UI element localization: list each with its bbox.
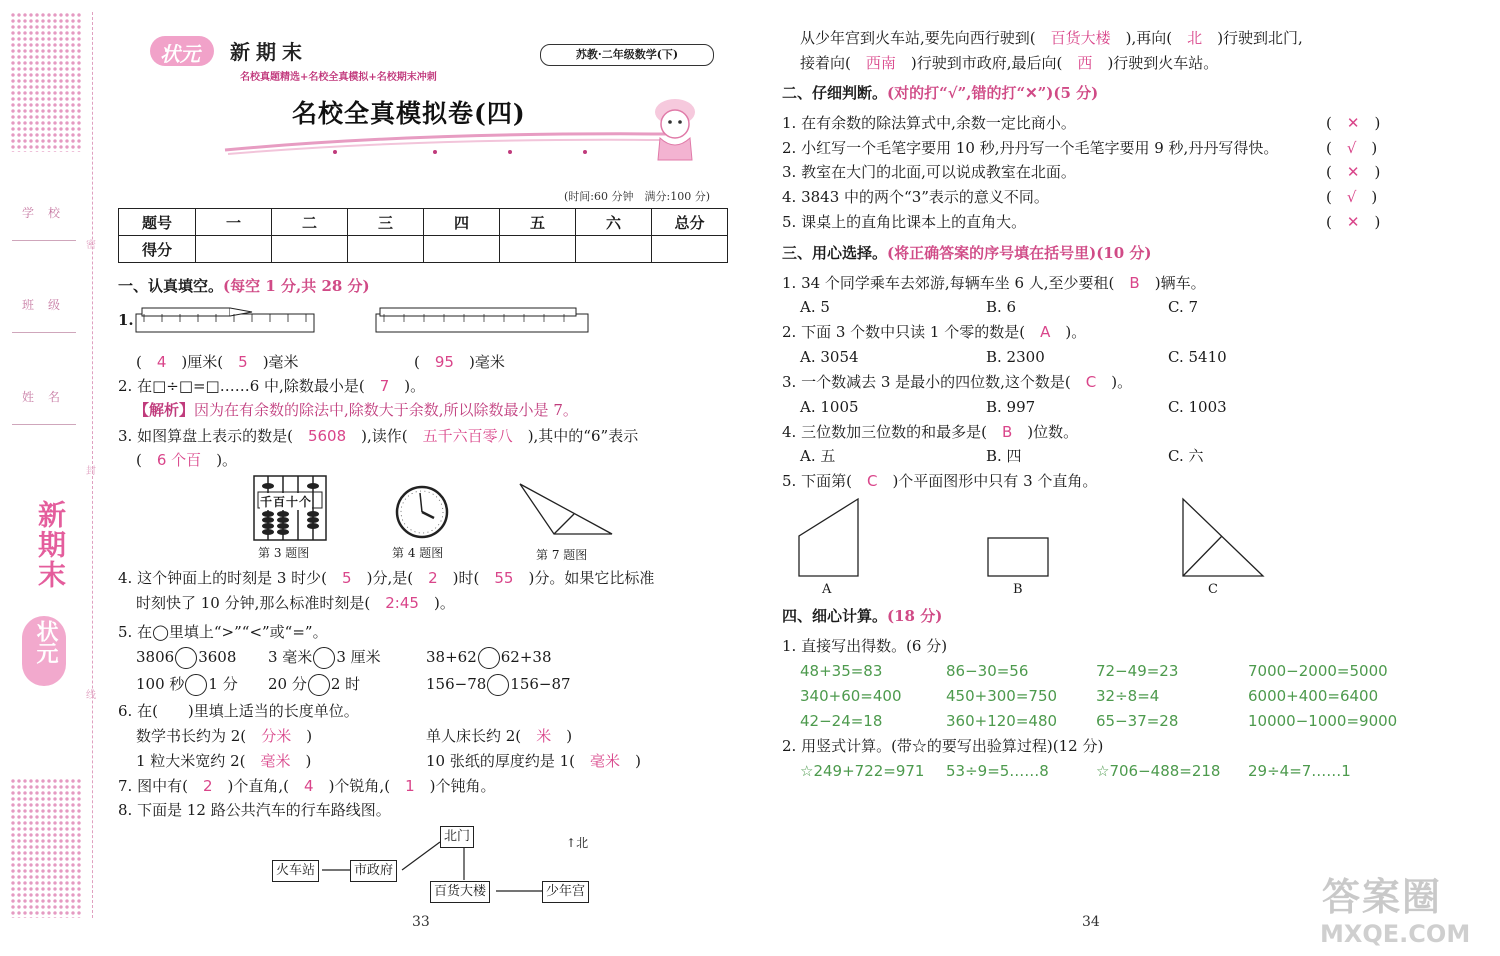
- answer: 5: [238, 353, 248, 371]
- text: 1 粒大米宽约 2(: [136, 752, 246, 770]
- score-table: [118, 208, 728, 263]
- class-field[interactable]: [12, 292, 76, 333]
- map-node-shaoniangong: 少年宫: [542, 881, 589, 903]
- brand-title: 新期末: [230, 40, 308, 64]
- class-label: 班级: [22, 298, 75, 312]
- text: )。: [433, 594, 455, 612]
- compare-left: 3806: [136, 648, 175, 666]
- text: )辆车。: [1154, 274, 1206, 292]
- score-input[interactable]: [652, 236, 728, 263]
- page-number-right: 34: [1082, 914, 1100, 930]
- name-label: 姓名: [22, 390, 75, 404]
- calc-item: 65−37=28: [1096, 712, 1179, 730]
- choice-option[interactable]: B. 2300: [986, 348, 1045, 366]
- compare-right: 3608: [198, 648, 237, 666]
- score-input[interactable]: [576, 236, 652, 263]
- answer: 2: [202, 777, 213, 795]
- compare-right: 1 分: [208, 675, 238, 693]
- north-label: 北: [576, 836, 589, 850]
- score-input[interactable]: [348, 236, 424, 263]
- calc-item: 48+35=83: [800, 662, 883, 680]
- text: )位数。: [1027, 423, 1079, 441]
- calc-item: 72−49=23: [1096, 662, 1179, 680]
- text: )时(: [452, 569, 480, 587]
- section3-heading: [782, 243, 1152, 263]
- answer: √: [1346, 139, 1357, 157]
- answer: 分米: [261, 727, 292, 745]
- time-note: (时间:60 分钟 满分:100 分): [564, 190, 710, 203]
- choice-option[interactable]: C. 5410: [1168, 348, 1227, 366]
- judge-answer[interactable]: ( √ ): [1326, 188, 1378, 206]
- choice-option[interactable]: B. 6: [986, 298, 1017, 316]
- text: )个平面图形中只有 3 个直角。: [892, 472, 1098, 490]
- section2-title: 二、仔细判断。: [782, 84, 888, 102]
- compare-right: 3 厘米: [336, 648, 381, 666]
- margin-dots-bottom: [10, 778, 82, 918]
- answer: ✕: [1346, 163, 1360, 181]
- side-logo-text: 状元: [33, 620, 59, 664]
- judge-question: 4. 3843 中的两个“3”表示的意义不同。: [782, 188, 1049, 206]
- answer: 6 个百: [156, 451, 202, 469]
- q6: 6. 在( )里填上适当的长度单位。: [118, 702, 359, 720]
- answer: 米: [536, 727, 552, 745]
- compare-item: [136, 674, 238, 696]
- answer: 1: [405, 777, 415, 795]
- q4: [118, 568, 654, 588]
- answer: 5: [342, 569, 352, 587]
- choice-option[interactable]: A. 5: [800, 298, 830, 316]
- score-cell: 二: [272, 209, 348, 236]
- judge-answer[interactable]: ( ✕ ): [1326, 163, 1381, 181]
- text: 时刻快了 10 分钟,那么标准时刻是(: [136, 594, 371, 612]
- calc-q1: 1. 直接写出得数。(6 分): [782, 637, 948, 655]
- score-cell: 三: [348, 209, 424, 236]
- q5: 5. 在◯里填上“>”“<”或“=”。: [118, 623, 328, 641]
- score-input[interactable]: [500, 236, 576, 263]
- name-field[interactable]: [12, 384, 76, 425]
- answer: 百货大楼: [1050, 29, 1111, 47]
- answer: 4: [304, 777, 314, 795]
- margin-dots-top: [10, 12, 82, 152]
- section1-heading: [118, 276, 370, 296]
- judge-question: 3. 教室在大门的北面,可以说成教室在北面。: [782, 163, 1076, 181]
- map-node-beimen: 北门: [440, 826, 474, 848]
- text: )分,是(: [366, 569, 414, 587]
- text: ),其中的“6”表示: [527, 427, 639, 445]
- q3-cont: ( 6 个百 )。: [136, 451, 238, 469]
- text: 1. 34 个同学乘车去郊游,每辆车坐 6 人,至少要租(: [782, 274, 1115, 292]
- text: 2. 下面 3 个数中只读 1 个零的数是(: [782, 323, 1026, 341]
- q8-cont-2: [800, 53, 1218, 73]
- fig7-caption: 第 7 题图: [536, 548, 588, 562]
- text: 10 张纸的厚度约是 1(: [426, 752, 576, 770]
- side-brand: 新期末: [34, 500, 67, 590]
- text: 单人床长约 2(: [426, 727, 522, 745]
- q8: 8. 下面是 12 路公共汽车的行车路线图。: [118, 801, 391, 819]
- compare-left: 3 毫米: [268, 648, 313, 666]
- score-input[interactable]: [424, 236, 500, 263]
- section3-note: (将正确答案的序号填在括号里)(10 分): [887, 244, 1152, 262]
- q2: [118, 376, 425, 396]
- text: 厘米(: [187, 353, 224, 371]
- calc-item: 10000−1000=9000: [1248, 712, 1398, 730]
- tagline: 名校真题精选+名校全真模拟+名校期末冲刺: [240, 72, 437, 83]
- question-text: 3. 如图算盘上表示的数是(: [118, 427, 293, 445]
- q1-answer-line-2: ( 95 )毫米: [414, 353, 505, 371]
- answer: 毫米: [590, 752, 621, 770]
- text: )个钝角。: [429, 777, 496, 795]
- answer: 五千六百零八: [422, 427, 513, 445]
- choice-option[interactable]: C. 六: [1168, 447, 1204, 465]
- answer: 西南: [865, 54, 896, 72]
- question-text: 2. 在□÷□=□……6 中,除数最小是(: [118, 377, 365, 395]
- compare-left: 156−78: [426, 675, 487, 693]
- shape-label: B: [1013, 582, 1023, 597]
- question-text: 4. 这个钟面上的时刻是 3 时少(: [118, 569, 328, 587]
- section2-note: (对的打“√”,错的打“✕”)(5 分): [887, 84, 1099, 102]
- text: 接着向(: [800, 54, 851, 72]
- text: )。: [1111, 373, 1133, 391]
- score-input[interactable]: [196, 236, 272, 263]
- text: )个直角,(: [227, 777, 289, 795]
- section4-heading: [782, 606, 942, 626]
- abacus-label: 千百十个: [260, 495, 313, 509]
- score-input[interactable]: [272, 236, 348, 263]
- answer: 2: [428, 569, 438, 587]
- paper-title: 名校全真模拟卷(四): [292, 99, 526, 128]
- score-table-header-row: [119, 209, 728, 236]
- section1-title: 一、认真填空。: [118, 277, 224, 295]
- answer: B: [1001, 423, 1013, 441]
- calc-item: 42−24=18: [800, 712, 883, 730]
- score-table-score-row: [119, 236, 728, 263]
- compare-left: 38+62: [426, 648, 477, 666]
- text: 从少年宫到火车站,要先向西行驶到(: [800, 29, 1036, 47]
- choice-question: [782, 372, 1132, 392]
- shape-a: [796, 496, 862, 580]
- fig3-caption: 第 3 题图: [258, 546, 310, 560]
- q6-d: 10 张纸的厚度约是 1( 毫米 ): [426, 752, 641, 770]
- answer: C: [866, 472, 878, 490]
- section1-note: (每空 1 分,共 28 分): [223, 277, 370, 295]
- compare-right: 2 时: [330, 675, 361, 693]
- score-cell: 一: [196, 209, 272, 236]
- score-cell: 四: [424, 209, 500, 236]
- compare-circle[interactable]: [478, 647, 500, 669]
- q1-number: 1.: [118, 311, 134, 329]
- calc-item: 450+300=750: [946, 687, 1058, 705]
- triangle-figure: [516, 480, 616, 540]
- compare-circle[interactable]: [308, 674, 330, 696]
- score-cell: 六: [576, 209, 652, 236]
- map-node-shizhengfu: 市政府: [350, 860, 397, 882]
- compare-right: 62+38: [500, 648, 552, 666]
- analysis-text: 因为在有余数的除法中,除数大于余数,所以除数最小是 7。: [194, 401, 578, 419]
- shape-b: [986, 536, 1050, 578]
- text: )。: [1065, 323, 1087, 341]
- watermark-logo: 答案圈: [1322, 875, 1443, 919]
- judge-answer[interactable]: ( √ ): [1326, 139, 1378, 157]
- school-field[interactable]: [12, 200, 76, 241]
- q6-a: 数学书长约为 2( 分米 ): [136, 727, 313, 745]
- answer: 95: [434, 353, 454, 371]
- score-cell: 五: [500, 209, 576, 236]
- answer: 2:45: [385, 594, 419, 612]
- compare-item: [136, 647, 236, 669]
- page-number-left: 33: [412, 914, 430, 930]
- vertical-calc-item: 29÷4=7……1: [1248, 762, 1351, 780]
- text: ),读作(: [361, 427, 408, 445]
- calc-item: 360+120=480: [946, 712, 1058, 730]
- calc-item: 340+60=400: [800, 687, 902, 705]
- text: )毫米: [262, 353, 299, 371]
- calc-item: 6000+400=6400: [1248, 687, 1379, 705]
- calc-item: 86−30=56: [946, 662, 1029, 680]
- judge-question: 5. 课桌上的直角比课本上的直角大。: [782, 213, 1027, 231]
- shape-c: [1180, 496, 1266, 580]
- map-node-baihuo: 百货大楼: [430, 881, 490, 903]
- answer: C: [1085, 373, 1097, 391]
- choice-option[interactable]: B. 997: [986, 398, 1036, 416]
- q6-c: 1 粒大米宽约 2( 毫米 ): [136, 752, 312, 770]
- compare-item: [426, 674, 571, 696]
- text: 7. 图中有(: [118, 777, 188, 795]
- watermark-url: MXQE.COM: [1320, 920, 1471, 948]
- choice-option[interactable]: A. 3054: [800, 348, 859, 366]
- answer: A: [1040, 323, 1051, 341]
- choice-question: [782, 471, 1097, 491]
- choice-option[interactable]: A. 1005: [800, 398, 859, 416]
- text: 数学书长约为 2(: [136, 727, 247, 745]
- compare-right: 156−87: [510, 675, 571, 693]
- judge-question: 1. 在有余数的除法算式中,余数一定比商小。: [782, 114, 1076, 132]
- vertical-calc-item: ☆706−488=218: [1096, 762, 1221, 780]
- q4-cont: [136, 593, 455, 613]
- answer: 北: [1187, 29, 1203, 47]
- answer: 55: [494, 569, 514, 587]
- q1-answer-line-1: ( 4 )厘米( 5 )毫米: [136, 353, 299, 371]
- score-cell: 总分: [652, 209, 728, 236]
- choice-option[interactable]: C. 1003: [1168, 398, 1227, 416]
- compare-item: [268, 674, 360, 696]
- compare-left: 100 秒: [136, 675, 185, 693]
- q6-b: 单人床长约 2( 米 ): [426, 727, 573, 745]
- section4-title: 四、细心计算。: [782, 607, 888, 625]
- section3-title: 三、用心选择。: [782, 244, 888, 262]
- seal-mark-2: 封: [86, 466, 96, 477]
- mascot-icon: [640, 90, 710, 162]
- seal-mark-3: 线: [86, 690, 96, 701]
- ruler-2: [374, 306, 590, 336]
- logo-text: 状元: [160, 42, 200, 66]
- map-node-huochezhan: 火车站: [272, 860, 319, 882]
- answer: ✕: [1346, 213, 1360, 231]
- choice-question: [782, 422, 1078, 442]
- text: )行驶到北门,: [1217, 29, 1303, 47]
- ruler-1: [134, 306, 318, 336]
- choice-question: [782, 322, 1086, 342]
- text: )行驶到火车站。: [1107, 54, 1219, 72]
- text: )毫米: [468, 353, 505, 371]
- choice-option[interactable]: A. 五: [800, 447, 836, 465]
- north-arrow-icon: ↑: [566, 836, 577, 850]
- judge-answer[interactable]: ( ✕ ): [1326, 114, 1381, 132]
- answer: 7: [379, 377, 390, 395]
- choice-option[interactable]: C. 7: [1168, 298, 1199, 316]
- text: 3. 一个数减去 3 是最小的四位数,这个数是(: [782, 373, 1071, 391]
- choice-option[interactable]: B. 四: [986, 447, 1022, 465]
- text: 4. 三位数加三位数的和最多是(: [782, 423, 987, 441]
- vertical-calc-item: ☆249+722=971: [800, 762, 925, 780]
- calc-item: 7000−2000=5000: [1248, 662, 1388, 680]
- text: )。: [216, 451, 238, 469]
- compare-left: 20 分: [268, 675, 307, 693]
- vertical-calc-item: 53÷9=5……8: [946, 762, 1049, 780]
- text: 5. 下面第(: [782, 472, 852, 490]
- judge-question: 2. 小红写一个毛笔字要用 10 秒,丹丹写一个毛笔字要用 9 秒,丹丹写得快。: [782, 139, 1279, 157]
- shape-label: C: [1208, 582, 1218, 597]
- seal-mark-1: 密: [86, 240, 96, 251]
- q3: [118, 426, 638, 446]
- answer: √: [1346, 188, 1357, 206]
- compare-circle[interactable]: [487, 674, 509, 696]
- q8-cont-1: [800, 28, 1303, 48]
- compare-circle[interactable]: [185, 674, 207, 696]
- compare-item: [426, 647, 552, 669]
- answer: 西: [1077, 54, 1093, 72]
- compare-item: [268, 647, 381, 669]
- answer: B: [1129, 274, 1140, 292]
- choice-question: [782, 273, 1206, 293]
- shape-label: A: [822, 582, 832, 597]
- calc-item: 32÷8=4: [1096, 687, 1160, 705]
- clock-icon: [394, 484, 450, 540]
- compare-circle[interactable]: [313, 647, 335, 669]
- answer: 4: [156, 353, 167, 371]
- text: )个锐角,(: [328, 777, 391, 795]
- calc-q2: 2. 用竖式计算。(带☆的要写出验算过程)(12 分): [782, 737, 1104, 755]
- q2-analysis: [134, 400, 578, 420]
- judge-answer[interactable]: ( ✕ ): [1326, 213, 1381, 231]
- compare-circle[interactable]: [175, 647, 197, 669]
- answer: 5608: [307, 427, 347, 445]
- section4-note: (18 分): [887, 607, 943, 625]
- q7: [118, 776, 496, 796]
- answer: ✕: [1346, 114, 1360, 132]
- school-label: 学校: [22, 206, 75, 220]
- fig4-caption: 第 4 题图: [392, 546, 444, 560]
- grade-tag: 苏教·二年级数学(下): [540, 44, 714, 66]
- answer: 毫米: [260, 752, 291, 770]
- north-indicator: [566, 834, 588, 851]
- text: )行驶到市政府,最后向(: [910, 54, 1063, 72]
- analysis-label: 【解析】: [134, 401, 195, 419]
- section2-heading: [782, 83, 1098, 103]
- score-cell: 得分: [119, 236, 196, 263]
- text: )。: [404, 377, 426, 395]
- text: ),再向(: [1125, 29, 1173, 47]
- score-cell: 题号: [119, 209, 196, 236]
- text: )分。如果它比标准: [528, 569, 655, 587]
